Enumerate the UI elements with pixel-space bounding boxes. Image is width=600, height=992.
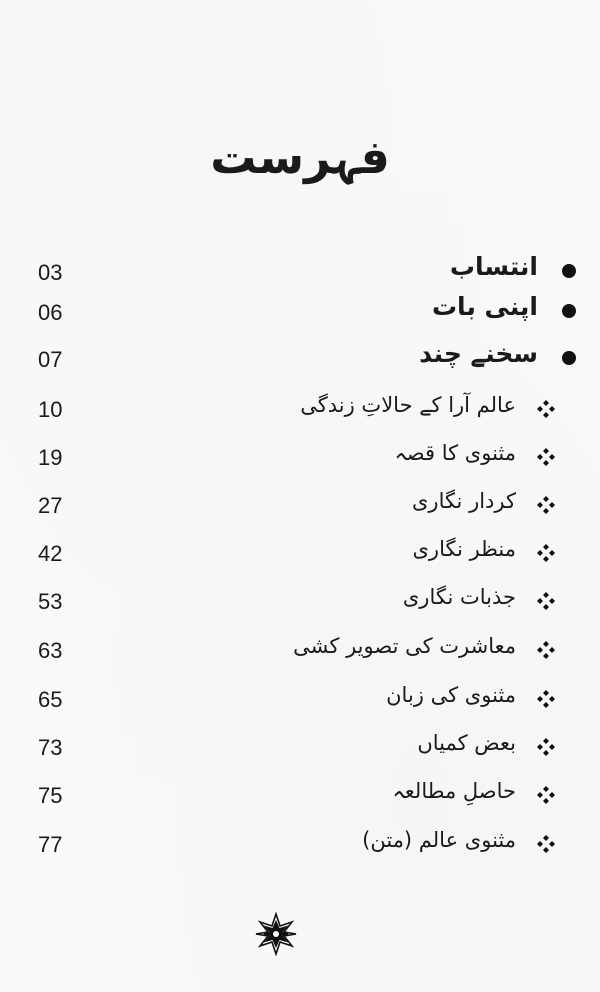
eight-point-star-ornament-icon xyxy=(254,912,298,956)
page-number: 65 xyxy=(38,687,63,712)
toc-minor-entry xyxy=(0,583,600,623)
toc-minor-entry xyxy=(0,826,600,866)
four-diamond-bullet-icon xyxy=(536,543,556,563)
four-diamond-bullet-icon xyxy=(536,737,556,757)
page-number: 27 xyxy=(38,493,63,518)
four-diamond-bullet-icon xyxy=(536,495,556,515)
page-number: 06 xyxy=(38,300,63,325)
page-number: 19 xyxy=(38,445,63,470)
four-diamond-bullet-icon xyxy=(536,785,556,805)
filled-circle-bullet-icon xyxy=(562,351,576,365)
four-diamond-bullet-icon xyxy=(536,399,556,419)
entry-label: سخنے چند xyxy=(419,339,538,368)
entry-label: مثنوی کا قصہ xyxy=(394,441,516,465)
entry-label: منظر نگاری xyxy=(412,537,516,561)
toc-minor-entry xyxy=(0,777,600,817)
entry-label: انتساب xyxy=(449,252,538,281)
four-diamond-bullet-icon xyxy=(536,689,556,709)
four-diamond-bullet-icon xyxy=(536,447,556,467)
entry-label: مثنوی کی زبان xyxy=(386,683,516,707)
toc-minor-entry xyxy=(0,681,600,721)
page-number: 53 xyxy=(38,589,63,614)
toc-minor-entry xyxy=(0,729,600,769)
filled-circle-bullet-icon xyxy=(562,264,576,278)
toc-minor-entry xyxy=(0,391,600,431)
toc-minor-entry xyxy=(0,632,600,672)
toc-major-entry xyxy=(0,254,600,294)
four-diamond-bullet-icon xyxy=(536,834,556,854)
page-number: 03 xyxy=(38,260,63,285)
entry-label: بعض کمیاں xyxy=(417,731,516,755)
entry-label: حاصلِ مطالعہ xyxy=(392,779,516,803)
toc-major-entry xyxy=(0,341,600,381)
filled-circle-bullet-icon xyxy=(562,304,576,318)
page-number: 07 xyxy=(38,347,63,372)
page-number: 77 xyxy=(38,832,63,857)
toc-minor-entry xyxy=(0,487,600,527)
page-number: 42 xyxy=(38,541,63,566)
page-title: فہرست xyxy=(210,130,390,184)
entry-label: کردار نگاری xyxy=(411,489,516,513)
page-number: 75 xyxy=(38,783,63,808)
entry-label: اپنی بات xyxy=(431,292,538,321)
toc-minor-entry xyxy=(0,535,600,575)
page-number: 73 xyxy=(38,735,63,760)
page-number: 63 xyxy=(38,638,63,663)
entry-label: جذبات نگاری xyxy=(402,585,516,609)
toc-major-entry xyxy=(0,294,600,334)
four-diamond-bullet-icon xyxy=(536,640,556,660)
entry-label: مثنوی عالم (متن) xyxy=(362,828,516,852)
entry-label: معاشرت کی تصویر کشی xyxy=(293,634,516,658)
toc-minor-entry xyxy=(0,439,600,479)
page-number: 10 xyxy=(38,397,63,422)
four-diamond-bullet-icon xyxy=(536,591,556,611)
entry-label: عالم آرا کے حالاتِ زندگی xyxy=(300,393,516,417)
